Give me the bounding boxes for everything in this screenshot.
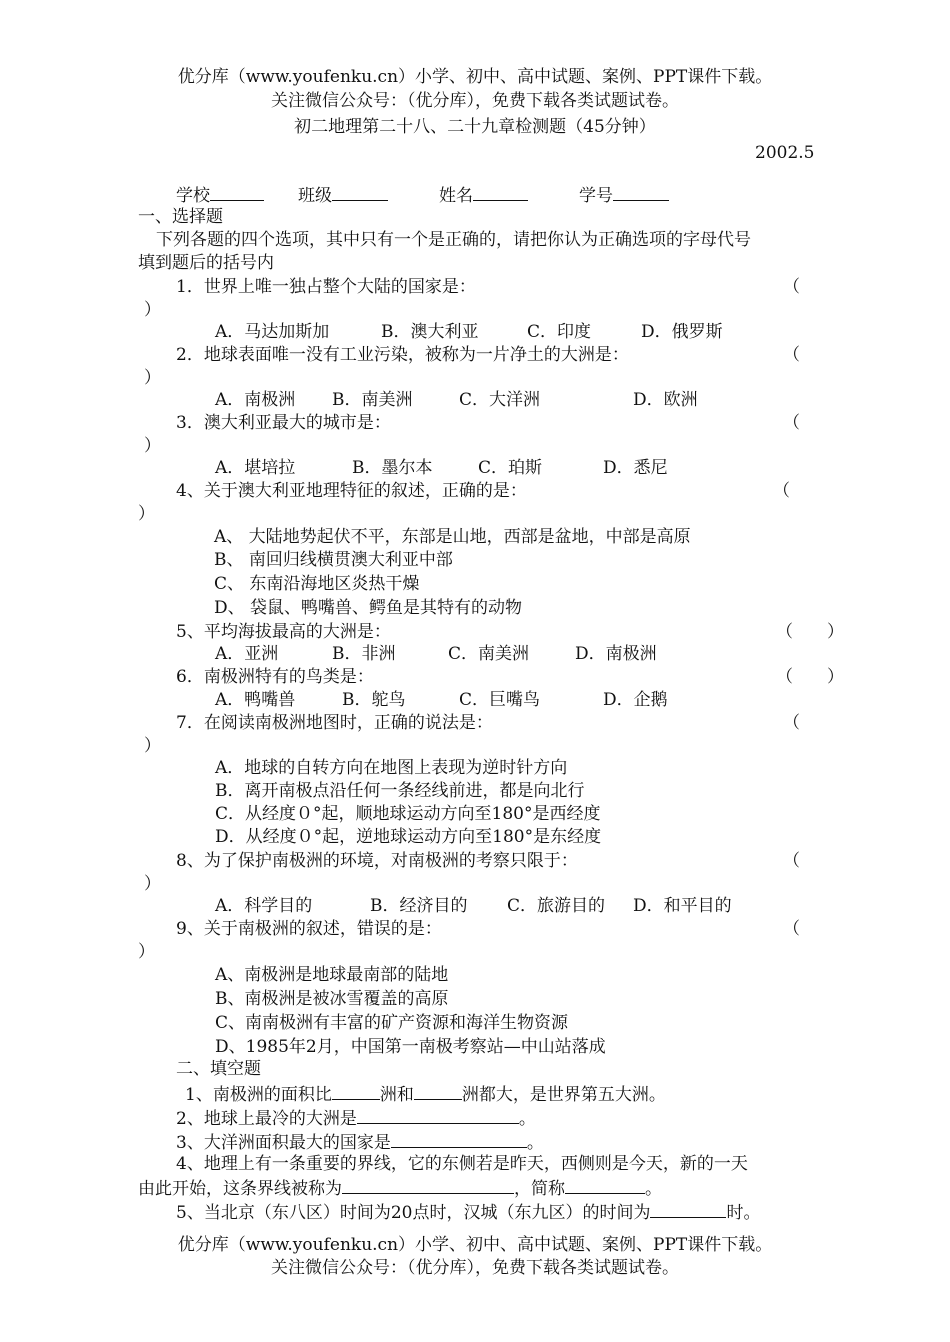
question-8-paren-open[interactable]: （ [783,851,800,871]
page-title: 初二地理第二十八、二十九章检测题（45分钟） [294,117,656,137]
q8-option-a: A．科学目的 [215,896,313,916]
q6-option-d: D．企鹅 [603,690,668,710]
question-6-paren[interactable]: （ ） [776,667,844,687]
q4-option-b: B、 南回归线横贯澳大利亚中部 [214,550,453,570]
question-2: 2．地球表面唯一没有工业污染，被称为一片净土的大洲是： [176,345,629,365]
number-label: 学号 [579,186,613,206]
q1-option-b: B．澳大利亚 [381,322,479,342]
exam-date: 2002.5 [755,143,815,163]
header-line-1: 优分库（www.youfenku.cn）小学、初中、高中试题、案例、PPT课件下载。 [177,67,773,87]
q6-option-c: C．巨嘴鸟 [459,690,541,710]
school-label: 学校 [176,186,210,206]
q9-option-c: C、南南极洲有丰富的矿产资源和海洋生物资源 [215,1013,569,1033]
q1-option-d: D．俄罗斯 [641,322,723,342]
q7-option-d: D．从经度０°起，逆地球运动方向至180°是东经度 [215,827,602,847]
fill-question-2: 2、地球上最冷的大洲是 。 [176,1106,536,1131]
footer-line-2: 关注微信公众号：（优分库），免费下载各类试题试卷。 [271,1258,679,1278]
class-label: 班级 [298,186,332,206]
question-4: 4、关于澳大利亚地理特征的叙述，正确的是： [176,481,527,501]
question-9-paren-close: ） [138,942,155,962]
fill-4-blank-b[interactable] [565,1176,645,1194]
name-label: 姓名 [439,186,473,206]
question-7-paren-close: ） [144,736,161,756]
fill-3-blank[interactable] [391,1130,527,1148]
q5-option-a: A．亚洲 [215,644,279,664]
fill-5-blank[interactable] [650,1200,726,1218]
fill-1-blank-a[interactable] [332,1082,380,1100]
q1-option-c: C．印度 [527,322,592,342]
question-8: 8、为了保护南极洲的环境，对南极洲的考察只限于： [176,851,578,871]
question-2-paren-close: ） [144,368,161,388]
footer-line-1: 优分库（www.youfenku.cn）小学、初中、高中试题、案例、PPT课件下载。 [177,1235,773,1255]
q9-option-b: B、南极洲是被冰雪覆盖的高原 [215,989,449,1009]
q5-option-b: B．非洲 [332,644,396,664]
q3-option-c: C．珀斯 [478,458,543,478]
info-line [176,183,669,208]
q5-option-d: D．南极洲 [575,644,657,664]
q8-option-b: B．经济目的 [370,896,468,916]
section-1-heading: 一、选择题 [138,207,223,227]
q6-option-b: B．鸵鸟 [342,690,406,710]
q7-option-c: C．从经度０°起，顺地球运动方向至180°是西经度 [215,804,601,824]
fill-2-blank[interactable] [357,1106,519,1124]
question-3-paren-close: ） [144,436,161,456]
q3-option-d: D．悉尼 [603,458,668,478]
fill-4-blank-a[interactable] [342,1176,514,1194]
question-9-paren-open[interactable]: （ [783,919,800,939]
name-blank[interactable] [473,183,528,201]
q2-option-a: A．南极洲 [215,390,296,410]
q1-option-a: A．马达加斯加 [215,322,330,342]
q4-option-c: C、 东南沿海地区炎热干燥 [214,574,420,594]
question-4-paren-open[interactable]: （ [773,481,790,501]
question-8-paren-close: ） [144,874,161,894]
school-blank[interactable] [210,183,264,201]
fill-question-5: 5、当北京（东八区）时间为20点时，汉城（东九区）的时间为 时。 [176,1200,760,1225]
question-1-paren-open[interactable]: （ [783,277,800,297]
header-line-2: 关注微信公众号：（优分库），免费下载各类试题试卷。 [271,91,679,111]
q3-option-a: A．堪培拉 [215,458,296,478]
question-1-paren-close: ） [144,300,161,320]
q8-option-c: C．旅游目的 [507,896,606,916]
section-1-instruction: 下列各题的四个选项，其中只有一个是正确的，请把你认为正确选项的字母代号 [156,230,751,250]
question-2-paren-open[interactable]: （ [783,345,800,365]
fill-question-4-cont: 由此开始，这条界线被称为 ，简称 。 [138,1176,662,1201]
q2-option-b: B．南美洲 [332,390,413,410]
question-7: 7．在阅读南极洲地图时，正确的说法是： [176,713,493,733]
q2-option-d: D．欧洲 [633,390,698,410]
q4-option-d: D、 袋鼠、鸭嘴兽、鳄鱼是其特有的动物 [214,598,523,618]
q9-option-d: D、1985年2月，中国第一南极考察站—中山站落成 [215,1037,606,1057]
question-7-paren-open[interactable]: （ [783,713,800,733]
fill-1-blank-b[interactable] [414,1082,462,1100]
section-2-heading: 二、填空题 [176,1059,261,1079]
q5-option-c: C．南美洲 [448,644,530,664]
question-6: 6．南极洲特有的鸟类是： [176,667,374,687]
fill-question-1: 1、南极洲的面积比 洲和 洲都大，是世界第五大洲。 [185,1082,666,1107]
question-5-paren[interactable]: （ ） [776,622,844,642]
number-blank[interactable] [613,183,669,201]
q7-option-a: A．地球的自转方向在地图上表现为逆时针方向 [215,758,568,778]
fill-question-4: 4、地理上有一条重要的界线，它的东侧若是昨天，西侧则是今天，新的一天 [176,1154,748,1174]
question-4-paren-close: ） [138,504,155,524]
q7-option-b: B．离开南极点沿任何一条经线前进，都是向北行 [215,781,585,801]
section-1-instruction-cont: 填到题后的括号内 [138,253,274,273]
q3-option-b: B．墨尔本 [352,458,433,478]
q4-option-a: A、 大陆地势起伏不平，东部是山地，西部是盆地，中部是高原 [214,527,691,547]
question-3: 3．澳大利亚最大的城市是： [176,413,391,433]
question-5: 5、平均海拔最高的大洲是： [176,622,391,642]
q9-option-a: A、南极洲是地球最南部的陆地 [215,965,449,985]
fill-question-3: 3、大洋洲面积最大的国家是 。 [176,1130,544,1155]
question-9: 9、关于南极洲的叙述，错误的是： [176,919,442,939]
q8-option-d: D．和平目的 [633,896,732,916]
q6-option-a: A．鸭嘴兽 [215,690,296,710]
class-blank[interactable] [332,183,388,201]
question-1: 1．世界上唯一独占整个大陆的国家是： [176,277,476,297]
q2-option-c: C．大洋洲 [459,390,541,410]
question-3-paren-open[interactable]: （ [783,413,800,433]
